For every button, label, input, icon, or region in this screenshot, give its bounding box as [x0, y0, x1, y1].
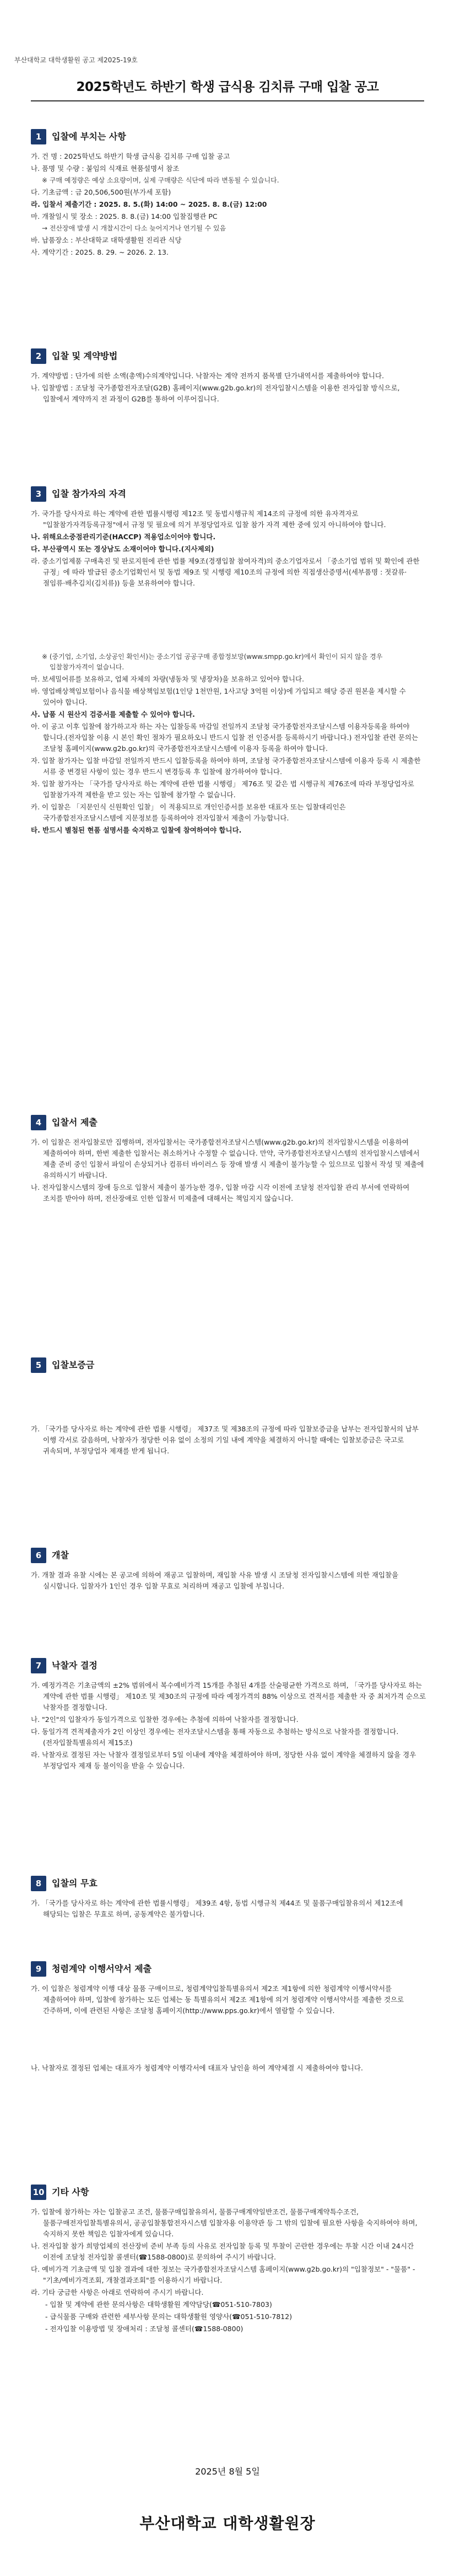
- section-line: 가. 예정가격은 기초금액의 ±2% 범위에서 복수예비가격 15개를 추첨된 4개를 산술평균한 가격으로 하며, 「국가를 당사자로 하는 계약에 관한 법률 시행령」 제10조 및 제30조의 규정에 따라 예정가격의 88% 이상으로 견적서를 제출한 자 중 최저가격 순으로 낙찰자를 결정합니다.: [31, 1681, 426, 1711]
- section-line: 다. 예비가격 기초금액 및 입찰 결과에 대한 정보는 국가종합전자조달시스템 홈페이지(www.g2b.go.kr)의 "입찰정보" - "물품" - "기초/예비가격조회, 개찰결과조회"를 이용하시기 바랍니다.: [31, 2265, 415, 2284]
- section-body: [31, 1137, 426, 1204]
- section-6-header: [31, 1547, 426, 1564]
- section-line: 가. 국가를 당사자로 하는 계약에 관한 법률시행령 제12조 및 동법시행규칙 제14조의 규정에 의한 유자격자로 "입찰참가자격등록규정"에서 규정 및 필요에 의거 부정당업자로 입찰 참가 자격 제한 중에 있지 아니하여야 합니다.: [31, 509, 386, 529]
- section-line: 나. 입찰방법 : 조달청 국가종합전자조달(G2B) 홈페이지(www.g2b.go.kr)의 전자입찰시스템을 이용한 전자입찰 방식으로, 입찰에서 계약까지 전 과정이 G2B를 통하여 이루어집니다.: [31, 384, 400, 403]
- section-body: [31, 1424, 426, 1457]
- section-title: 청렴계약 이행서약서 제출: [52, 1963, 152, 1974]
- section-line: 가. 「국가를 당사자로 하는 계약에 관한 법률시행령」 제39조 4항, 동법 시행규칙 제44조 및 물품구매입찰유의서 제12조에 해당되는 입찰은 무효로 하며, 공동계약은 불가합니다.: [31, 1899, 403, 1918]
- section-title: 기타 사항: [52, 2187, 89, 2198]
- section-line: 다. 기초금액 : 금 20,506,500원(부가세 포함): [31, 188, 171, 197]
- contact-line: - 급식물품 구매와 관련한 세부사항 문의는 대학생활원 영양사(☎051-510-7812): [45, 2312, 292, 2321]
- section-body: [31, 508, 426, 836]
- section-line: 라. 낙찰자로 결정된 자는 낙찰자 결정일로부터 5일 이내에 계약을 체결하여야 하며, 정당한 사유 없이 계약을 체결하지 않을 경우 부정당업자 제재 등 불이익을 받을 수 있습니다.: [31, 1751, 416, 1770]
- section-7-header: [31, 1657, 426, 1675]
- section-6: [31, 1547, 426, 1593]
- header-note: 부산대학교 대학생활원 공고 제2025-19호: [14, 56, 138, 64]
- section-4-header: [31, 1114, 426, 1131]
- section-note: → 전산장애 발생 시 개찰시간이 다소 늦어지거나 연기될 수 있음: [42, 224, 226, 233]
- section-number-badge: 4: [31, 1115, 46, 1130]
- contact-line: - 전자입찰 이용방법 및 장애처리 : 조달청 콜센터(☎1588-0800): [45, 2325, 243, 2333]
- section-line: 가. 건 명 : 2025학년도 하반기 학생 급식용 김치류 구매 입찰 공고: [31, 152, 230, 160]
- blank-area: [31, 590, 426, 651]
- section-2-header: [31, 347, 426, 365]
- section-line: 바. 납품장소 : 부산대학교 대학생활원 진리관 식당: [31, 236, 182, 245]
- section-8: [31, 1875, 426, 1921]
- section-line: 나. 품명 및 수량 : 붙임의 식재료 현품설명서 참조: [31, 164, 180, 173]
- section-body: [31, 1680, 426, 1772]
- section-body: [31, 1983, 426, 2074]
- section-line: 가. 개찰 결과 유찰 시에는 본 공고에 의하여 재공고 입찰하며, 재입찰 사유 발생 시 조달청 전자입찰시스템에 의한 재입찰을 실시합니다. 입찰자가 1인인 경우 입찰 무효로 처리하며 재공고 입찰에 부칩니다.: [31, 1571, 399, 1590]
- section-note: ※ 구매 예정량은 예상 소요량이며, 실제 구매량은 식단에 따라 변동될 수 있습니다.: [42, 176, 279, 184]
- section-number-badge: 1: [31, 129, 46, 144]
- section-line: 카. 이 입찰은 「지문인식 신원확인 입찰」 이 적용되므로 개인인증서를 보유한 대표자 또는 입찰대리인은 국가종합전자조달시스템에 지문정보를 등록하여야 전자입찰서 제출이 가능합니다.: [31, 803, 346, 823]
- section-line: 가. 입찰에 참가하는 자는 입찰공고 조건, 물품구매입찰유의서, 물품구매계약일반조건, 물품구매계약특수조건, 물품구매전자입찰특별유의서, 공공입찰통합전자시스템 입찰자용 이용약관 등 그 밖의 입찰에 필요한 사항을 숙지하여야 하며, 숙지하지 못한 책임은 입찰자에게 있습니다.: [31, 2208, 418, 2238]
- section-line: 나. 위해요소중점관리기준(HACCP) 적용업소이어야 합니다.: [31, 533, 216, 541]
- section-body: [31, 1898, 426, 1920]
- section-3-header: [31, 485, 426, 503]
- section-line: 나. 낙찰자로 결정된 업체는 대표자가 청렴계약 이행각서에 대표자 날인을 하여 계약체결 시 제출하여야 합니다.: [31, 2064, 363, 2072]
- section-line: 가. 이 입찰은 청렴계약 이행 대상 물품 구매이므로, 청렴계약입찰특별유의서 제2조 제1항에 의한 청렴계약 이행서약서를 제출하여야 하며, 입찰에 참가하는 모든 업체는 동 특별유의서 제2조 제1항에 의거 청렴계약 이행서약서를 제출한 것으로 간주하며, 이에 관련된 사항은 조달청 홈페이지(http://www.pps.go.kr)에서 열람할 수 있습니다.: [31, 1984, 404, 2015]
- section-title: 입찰 및 계약방법: [52, 351, 118, 362]
- section-note: ※ (중기업, 소기업, 소상공인 확인서)는 중소기업 공공구매 종합정보망(www.smpp.go.kr)에서 확인이 되지 않을 경우 입찰참가자격이 없습니다.: [42, 653, 383, 672]
- section-line: 가. 계약방법 : 단가에 의한 소액(총액)수의계약입니다. 낙찰자는 계약 전까지 품목별 단가내역서를 제출하여야 합니다.: [31, 372, 384, 380]
- section-7: [31, 1657, 426, 1773]
- section-line: 아. 이 공고 이후 입찰에 참가하고자 하는 자는 입찰등록 마감일 전일까지 조달청 국가종합전자조달시스템 이용자등록을 하여야 합니다.(전자입찰 이용 시 본인 확인 절차가 필요하오니 반드시 입찰 전 인증서를 등록하시기 바랍니다.) 전자입찰 관련 문의는 조달청 홈페이지(www.g2b.go.kr)의 국가종합전자조달시스템에 이용자 등록을 하여야 합니다.: [31, 722, 419, 753]
- section-title: 입찰서 제출: [52, 1117, 98, 1128]
- section-line: 라. 입찰서 제출기간 : 2025. 8. 5.(화) 14:00 ~ 2025. 8. 8.(금) 12:00: [31, 200, 267, 209]
- section-line: 나. 전자입찰시스템의 장애 등으로 입찰서 제출이 불가능한 경우, 입찰 마감 시각 이전에 조달청 전자입찰 관리 부서에 연락하여 조치를 받아야 하며, 전산장애로 인한 입찰서 미제출에 대해서는 책임지지 않습니다.: [31, 1183, 410, 1203]
- section-8-header: [31, 1875, 426, 1892]
- section-number-badge: 7: [31, 1658, 46, 1673]
- section-9: [31, 1960, 426, 2075]
- section-line: 바. 영업배상책임보험이나 음식물 배상책임보험(1인당 1천만원, 1사고당 3억원 이상)에 가입되고 해당 증권 원본을 제시할 수 있어야 합니다.: [31, 687, 406, 707]
- section-1-header: [31, 128, 426, 146]
- blank-area: [31, 2017, 426, 2062]
- announcement-date: 2025년 8월 5일: [195, 2466, 260, 2477]
- section-5-header: [31, 1356, 426, 1374]
- section-line: 사. 계약기간 : 2025. 8. 29. ~ 2026. 2. 13.: [31, 248, 169, 257]
- section-number-badge: 6: [31, 1548, 46, 1563]
- section-line: 다. 동일가격 견적제출자가 2인 이상인 경우에는 전자조달시스템을 통해 자동으로 추첨하는 방식으로 낙찰자를 결정합니다.(전자입찰특별유의서 제15조): [31, 1727, 399, 1747]
- section-title: 입찰 참가자의 자격: [52, 489, 126, 500]
- section-title: 입찰보증금: [52, 1360, 95, 1371]
- page-title: 2025학년도 하반기 학생 급식용 김치류 구매 입찰 공고: [76, 80, 379, 94]
- section-10: [31, 2183, 426, 2336]
- section-line: 라. 중소기업제품 구매촉진 및 판로지원에 관한 법률 제9조(경쟁입찰 참여자격)의 중소기업자로서 「중소기업 범위 및 확인에 관한 규정」에 따라 발급된 중소기업확인서 및 동법 제9조 및 시행령 제10조의 규정에 의한 직접생산증명서(세부품명 : 젓갈류·절임류·배추김치(김치류)) 등을 보유하여야 합니다.: [31, 557, 420, 587]
- section-line: 차. 입찰 참가자는 「국가를 당사자로 하는 계약에 관한 법률 시행령」 제76조 및 같은 법 시행규칙 제76조에 따라 부정당업자로 입찰참가자격 제한을 받고 있는 자는 입찰에 참가할 수 없습니다.: [31, 780, 414, 799]
- issuing-organization: 부산대학교 대학생활원장: [139, 2514, 316, 2532]
- section-line: 자. 입찰 참가자는 입찰 마감일 전일까지 반드시 입찰등록을 하여야 하며, 조달청 국가종합전자조달시스템에 이용자 등록 시 제출한 서류 중 변경된 사항이 있는 경우 반드시 변경등록 후 입찰에 참가하여야 합니다.: [31, 756, 421, 776]
- section-10-header: [31, 2183, 426, 2201]
- section-line: 가. 「국가를 당사자로 하는 계약에 관한 법률 시행령」 제37조 및 제38조의 규정에 따라 입찰보증금을 납부는 전자입찰서의 납부 이행 각서로 갈음하며, 낙찰자가 정당한 이유 없이 소정의 기일 내에 계약을 체결하지 아니할 때에는 입찰보증금은 국고로 귀속되며, 부정당업자 제재를 받게 됩니다.: [31, 1425, 419, 1455]
- section-line: 나. "2인"의 입찰자가 동일가격으로 입찰한 경우에는 추첨에 의하여 낙찰자를 결정합니다.: [31, 1715, 299, 1724]
- section-title: 입찰에 부치는 사항: [52, 131, 126, 142]
- title-divider: [31, 100, 424, 101]
- section-number-badge: 2: [31, 348, 46, 364]
- section-body: [31, 151, 426, 258]
- section-5: [31, 1356, 426, 1458]
- section-number-badge: 5: [31, 1357, 46, 1373]
- section-line: 마. 개찰일시 및 장소 : 2025. 8. 8.(금) 14:00 입찰집행관 PC: [31, 212, 218, 221]
- contact-line: - 입찰 및 계약에 관한 문의사항은 대학생활원 계약담당(☎051-510-7803): [45, 2300, 272, 2309]
- section-line: 타. 반드시 별첨된 현품 설명서를 숙지하고 입찰에 참여하여야 합니다.: [31, 826, 242, 835]
- section-number-badge: 8: [31, 1876, 46, 1891]
- section-number-badge: 3: [31, 486, 46, 502]
- section-line: 사. 납품 시 원산지 검증서를 제출할 수 있어야 합니다.: [31, 710, 195, 719]
- section-line: 나. 전자입찰 참가 희망업체의 전산장비 준비 부족 등의 사유로 전자입찰 등록 및 투찰이 곤란한 경우에는 투찰 시간 이내 24시간 이전에 조달청 전자입찰 콜센터(☎1588-0800)로 문의하여 주시기 바랍니다.: [31, 2242, 414, 2261]
- section-body: [31, 371, 426, 405]
- section-body: [31, 1570, 426, 1592]
- section-body: [31, 2207, 426, 2334]
- section-2: [31, 347, 426, 406]
- section-title: 입찰의 무효: [52, 1878, 98, 1889]
- section-9-header: [31, 1960, 426, 1978]
- section-line: 마. 보세밀어류를 보유하고, 업체 자체의 차량(냉동차 및 냉장차)을 보유하고 있어야 합니다.: [31, 675, 305, 684]
- section-line: 가. 이 입찰은 전자입찰로만 집행하며, 전자입찰서는 국가종합전자조달시스템(www.g2b.go.kr)의 전자입찰시스템을 이용하여 제출하여야 하며, 한번 제출한 입찰서는 취소하거나 수정할 수 없습니다. 만약, 국가종합전자조달시스템의 전자입찰시스템에서 제출 준비 중인 입찰서 파일이 손상되거나 컴퓨터 바이러스 등 장애 발생 시 제출이 불가능할 수 있으므로 입찰서 작성 및 제출에 유의하시기 바랍니다.: [31, 1138, 424, 1179]
- section-1: [31, 128, 426, 259]
- section-title: 낙찰자 결정: [52, 1660, 98, 1671]
- section-line: 라. 기타 궁금한 사항은 아래로 연락하여 주시기 바랍니다.: [31, 2288, 204, 2296]
- section-line: 다. 부산광역시 또는 경상남도 소재이어야 합니다.(지사제외): [31, 545, 214, 553]
- section-4: [31, 1114, 426, 1205]
- section-3: [31, 485, 426, 837]
- section-title: 개찰: [52, 1550, 69, 1561]
- section-number-badge: 10: [31, 2185, 46, 2200]
- section-number-badge: 9: [31, 1961, 46, 1977]
